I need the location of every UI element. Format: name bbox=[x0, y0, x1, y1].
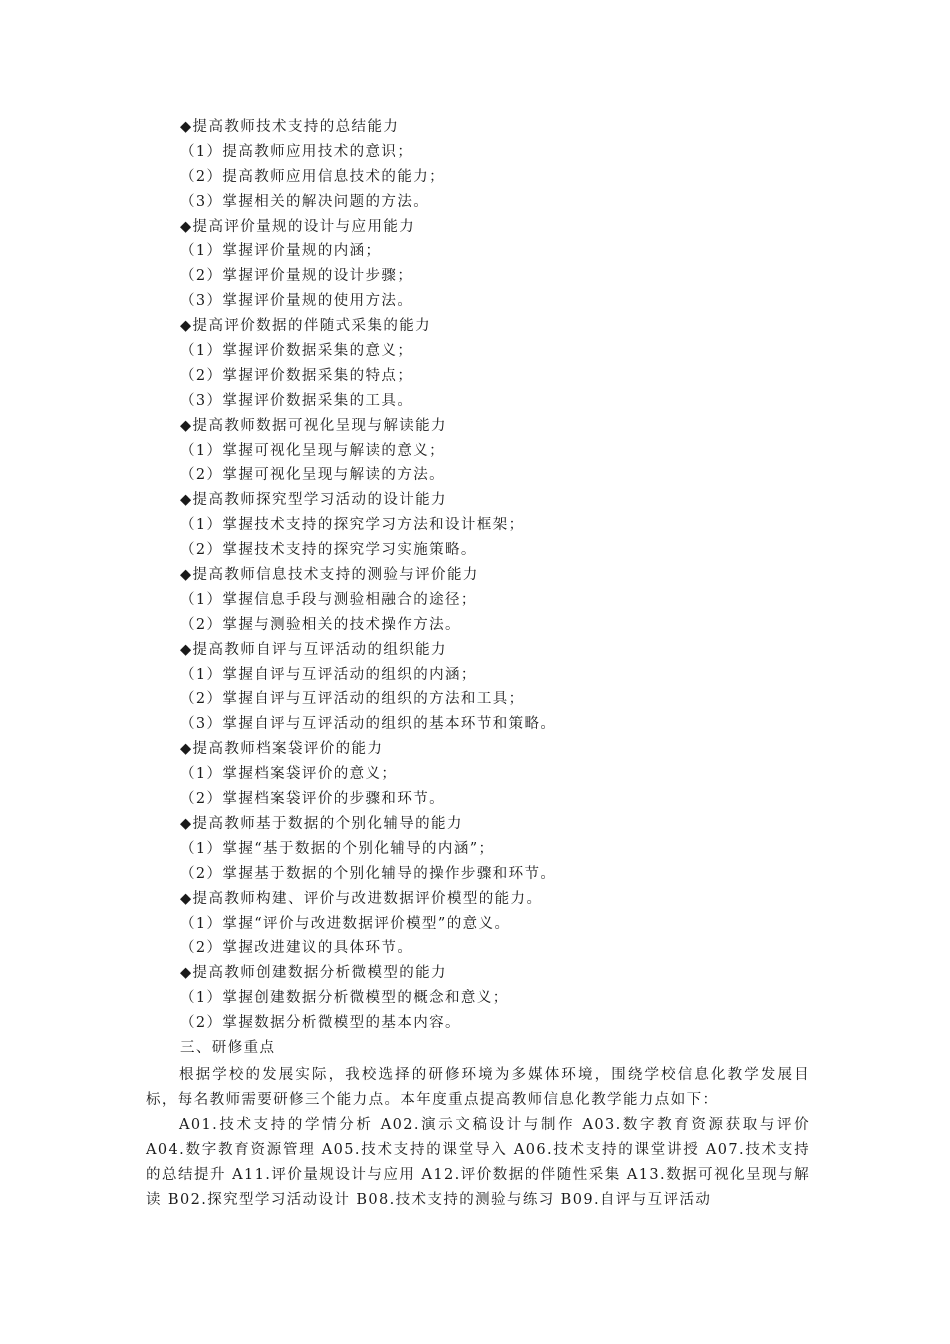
heading-line: ◆提高教师档案袋评价的能力 bbox=[180, 741, 384, 758]
heading-line: ◆提高教师技术支持的总结能力 bbox=[180, 119, 400, 135]
heading-line: ◆提高评价数据的伴随式采集的能力 bbox=[180, 318, 432, 335]
list-item: （2）掌握档案袋评价的步骤和环节。 bbox=[180, 791, 446, 808]
section-heading: 三、研修重点 bbox=[180, 1039, 276, 1056]
list-item: （1）掌握创建数据分析微模型的概念和意义； bbox=[180, 990, 509, 1007]
list-item: （1）提高教师应用技术的意识； bbox=[180, 143, 414, 160]
list-item: （2）掌握可视化呈现与解读的方法。 bbox=[180, 467, 446, 484]
list-item: （3）掌握评价数据采集的工具。 bbox=[180, 392, 414, 409]
heading-line: ◆提高教师构建、评价与改进数据评价模型的能力。 bbox=[180, 890, 543, 907]
list-item: （3）掌握评价量规的使用方法。 bbox=[180, 293, 414, 310]
list-item: （3）掌握自评与互评活动的组织的基本环节和策略。 bbox=[180, 716, 557, 733]
list-item: （2）掌握技术支持的探究学习实施策略。 bbox=[180, 542, 477, 559]
heading-line: ◆提高教师自评与互评活动的组织能力 bbox=[180, 641, 447, 658]
list-item: （2）掌握评价量规的设计步骤； bbox=[180, 268, 414, 285]
heading-line: ◆提高教师基于数据的个别化辅导的能力 bbox=[180, 815, 463, 832]
list-item: （1）掌握技术支持的探究学习方法和设计框架； bbox=[180, 517, 525, 534]
list-item: （1）掌握评价数据采集的意义； bbox=[180, 343, 414, 360]
list-item: （3）掌握相关的解决问题的方法。 bbox=[180, 193, 430, 210]
list-item: （1）掌握可视化呈现与解读的意义； bbox=[180, 442, 446, 459]
list-item: （1）掌握档案袋评价的意义； bbox=[180, 766, 398, 783]
heading-line: ◆提高教师创建数据分析微模型的能力 bbox=[180, 965, 447, 982]
list-item: （1）掌握“评价与改进数据评价模型”的意义。 bbox=[180, 915, 511, 932]
heading-line: ◆提高评价量规的设计与应用能力 bbox=[180, 218, 416, 235]
heading-line: ◆提高教师信息技术支持的测验与评价能力 bbox=[180, 567, 479, 584]
list-item: （1）掌握“基于数据的个别化辅导的内涵”； bbox=[180, 840, 495, 857]
list-item: （2）掌握改进建议的具体环节。 bbox=[180, 940, 414, 957]
list-item: （2）掌握评价数据采集的特点； bbox=[180, 367, 414, 384]
list-item: （2）掌握数据分析微模型的基本内容。 bbox=[180, 1015, 461, 1032]
list-item: （1）掌握评价量规的内涵； bbox=[180, 243, 382, 260]
list-item: （1）掌握信息手段与测验相融合的途径； bbox=[180, 591, 477, 608]
body-text bbox=[146, 1063, 810, 1212]
list-item: （2）提高教师应用信息技术的能力； bbox=[180, 168, 446, 185]
intro-paragraph: 根据学校的发展实际，我校选择的研修环境为多媒体环境，围绕学校信息化教学发展目标，每名教师需要研修三个能力点。本年度重点提高教师信息化教学能力点如下： bbox=[146, 1067, 810, 1108]
ability-points-paragraph: A01.技术支持的学情分析 A02.演示文稿设计与制作 A03.数字教育资源获取与评价 A04.数字教育资源管理 A05.技术支持的课堂导入 A06.技术支持的课堂讲授 A07.技术支持的总结提升 A11.评价量规设计与应用 A12.评价数据的伴随性采集 A13.数据可视化呈现与解读 B02.探究型学习活动设计 B08.技术支持的测验与练习 B09.自评与互评活动 bbox=[146, 1116, 810, 1208]
list-item: （1）掌握自评与互评活动的组织的内涵； bbox=[180, 666, 477, 683]
list-item: （2）掌握与测验相关的技术操作方法。 bbox=[180, 616, 461, 633]
heading-line: ◆提高教师数据可视化呈现与解读能力 bbox=[180, 417, 447, 434]
list-item: （2）掌握自评与互评活动的组织的方法和工具； bbox=[180, 691, 525, 708]
list-item: （2）掌握基于数据的个别化辅导的操作步骤和环节。 bbox=[180, 865, 557, 882]
heading-line: ◆提高教师探究型学习活动的设计能力 bbox=[180, 492, 447, 509]
outline-list bbox=[0, 115, 950, 1061]
